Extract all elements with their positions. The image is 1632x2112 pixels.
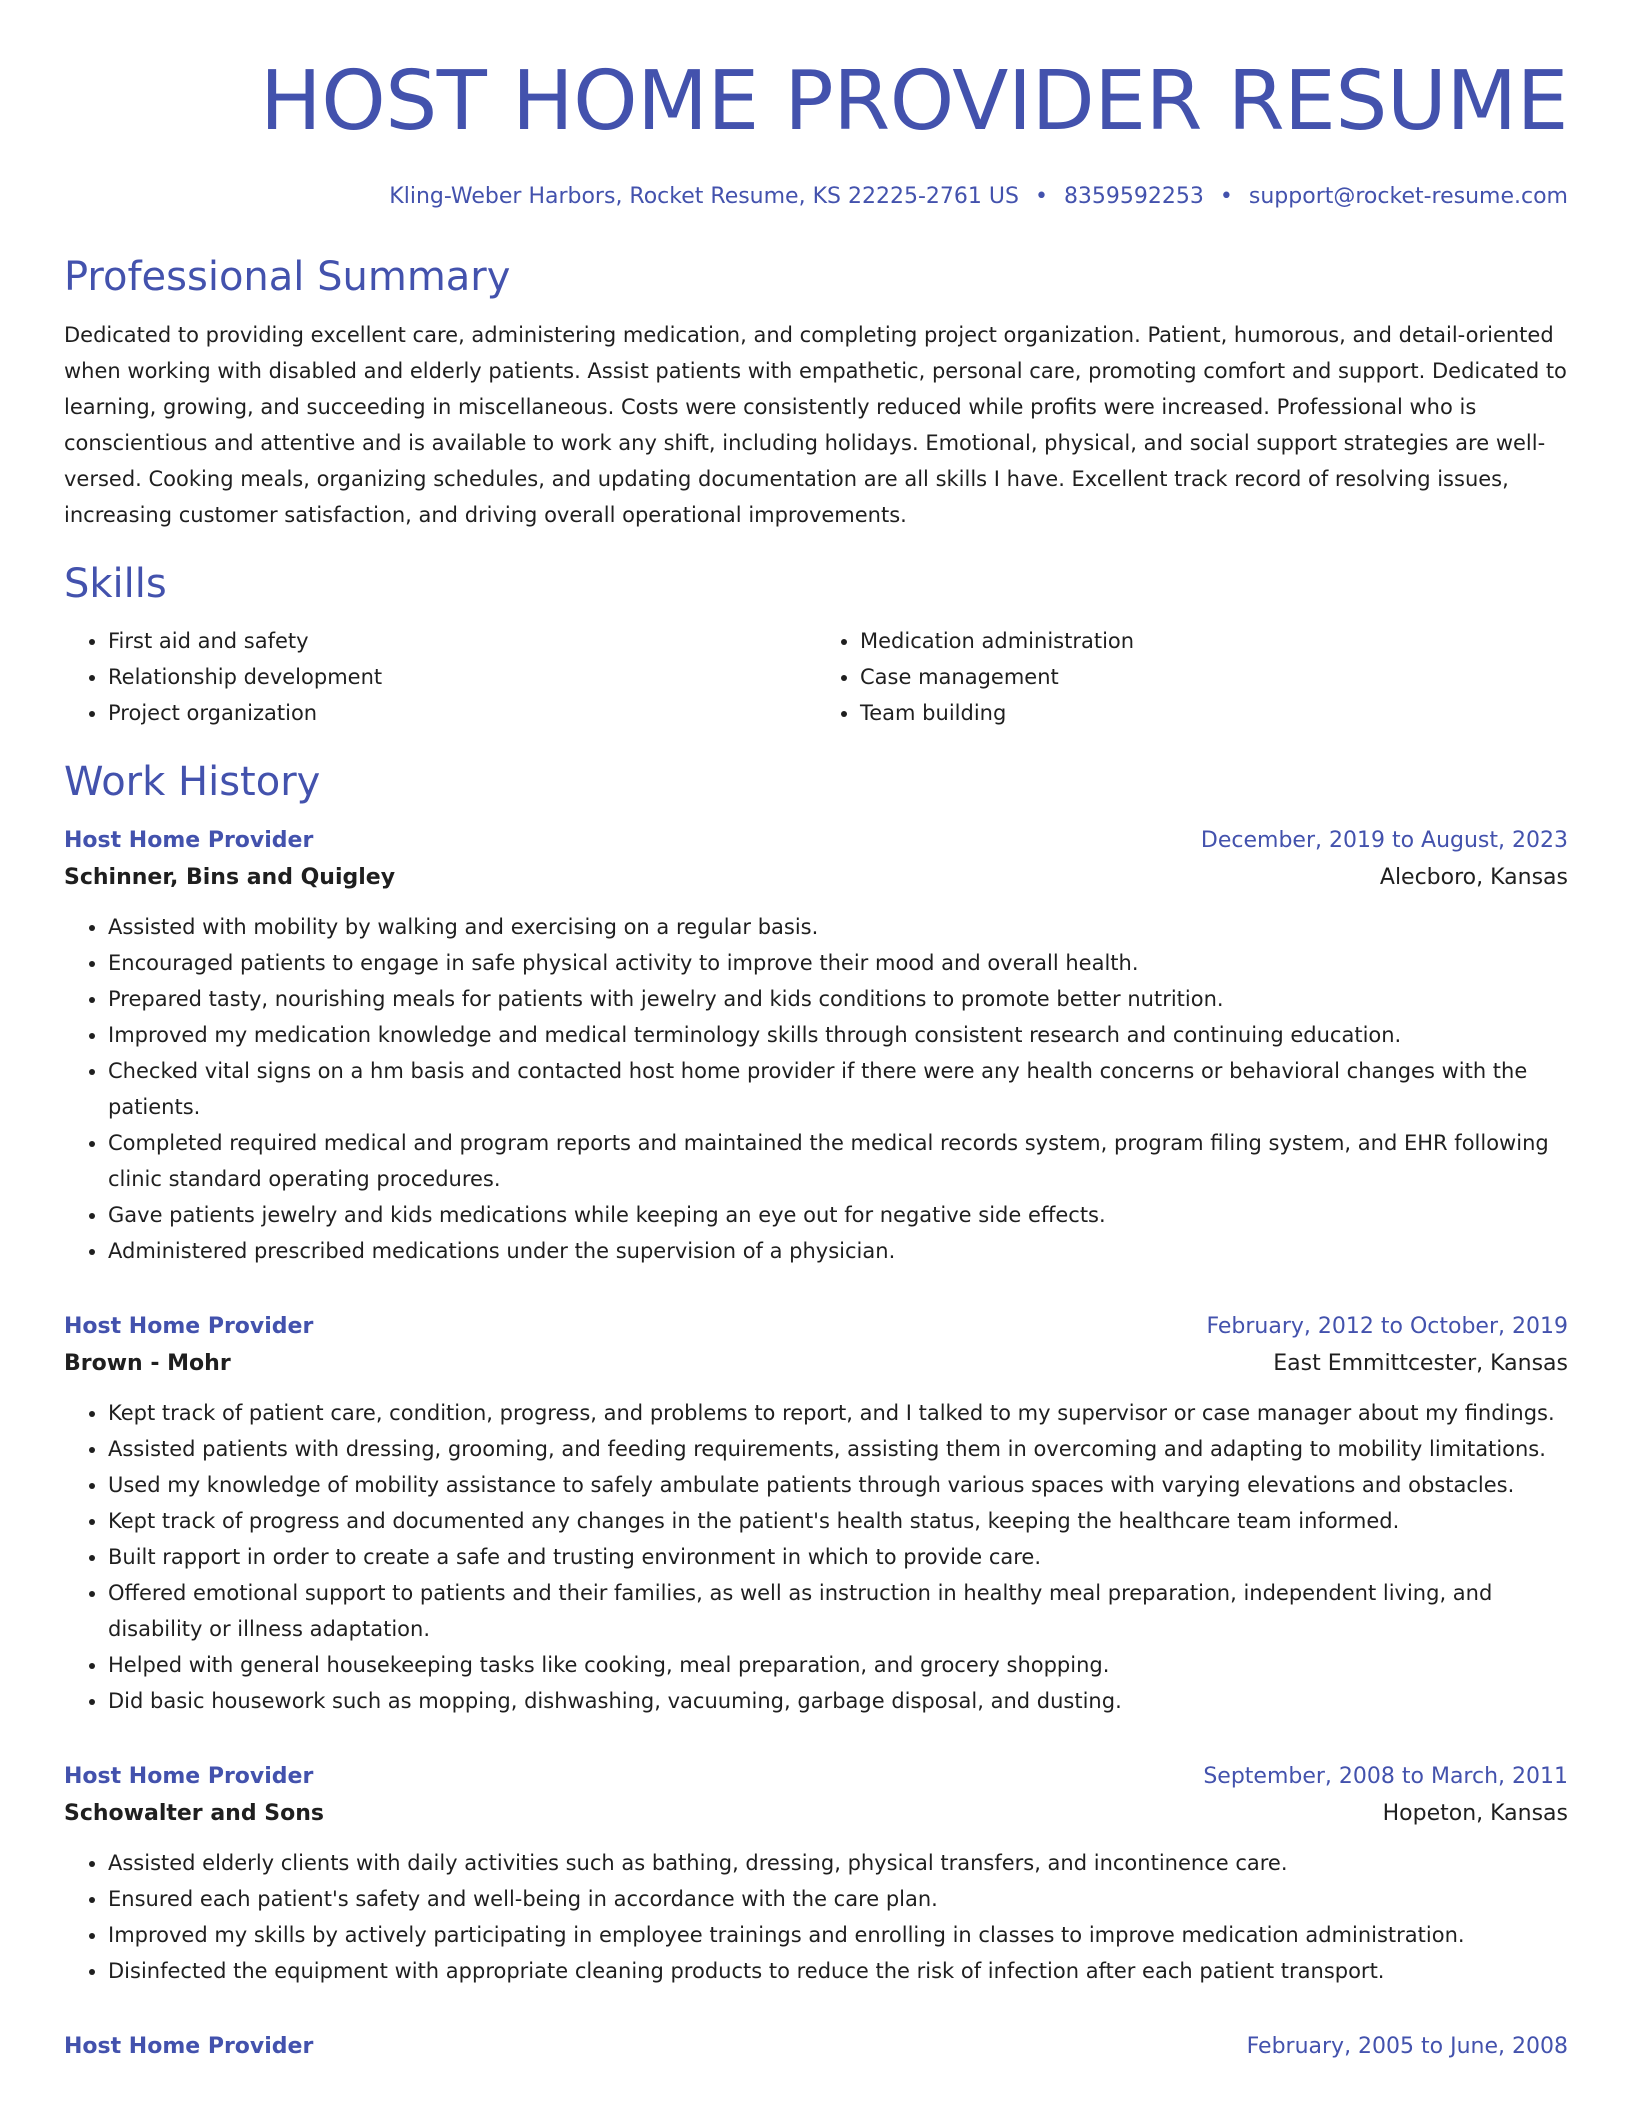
job-bullet: • Completed required medical and program reports and maintained the medical records system, program filing system, and EHR following clinic standard operating procedures. xyxy=(108,1125,1568,1197)
skills-list-right xyxy=(816,623,1568,731)
job-bullet: • Offered emotional support to patients and their families, as well as instruction in healthy meal preparation, independent living, and disability or illness adaptation. xyxy=(108,1575,1568,1647)
job-company-row xyxy=(64,859,1568,897)
job-bullet: • Improved my skills by actively participating in employee trainings and enrolling in classes to improve medication administration. xyxy=(108,1917,1568,1953)
job-title: Host Home Provider xyxy=(64,828,314,853)
job-entry xyxy=(64,1309,1568,1719)
job-company: Schowalter and Sons xyxy=(64,1801,324,1826)
skill-item: • First aid and safety xyxy=(108,623,816,659)
contact-email[interactable]: support@rocket-resume.com xyxy=(1248,184,1568,209)
job-entry xyxy=(64,823,1568,1269)
resume-title: HOST HOME PROVIDER RESUME xyxy=(260,54,1568,149)
contact-line xyxy=(64,182,1568,212)
job-company: Schinner, Bins and Quigley xyxy=(64,865,396,890)
contact-separator: • xyxy=(1034,184,1048,209)
job-bullet: • Did basic housework such as mopping, dishwashing, vacuuming, garbage disposal, and dusting. xyxy=(108,1683,1568,1719)
section-title-work: Work History xyxy=(64,759,321,805)
skill-item: • Case management xyxy=(860,659,1568,695)
job-bullet: • Assisted with mobility by walking and exercising on a regular basis. xyxy=(108,909,1568,945)
skill-item: • Project organization xyxy=(108,695,816,731)
job-entry xyxy=(64,2029,1568,2065)
skill-item: • Relationship development xyxy=(108,659,816,695)
job-company-row xyxy=(64,1795,1568,1833)
job-bullet: • Helped with general housekeeping tasks like cooking, meal preparation, and grocery shopping. xyxy=(108,1647,1568,1683)
job-bullet: • Prepared tasty, nourishing meals for patients with jewelry and kids conditions to promote better nutrition. xyxy=(108,981,1568,1017)
job-bullet: • Assisted elderly clients with daily activities such as bathing, dressing, physical transfers, and incontinence care. xyxy=(108,1845,1568,1881)
job-bullet-list xyxy=(64,1845,1568,1989)
job-header-row xyxy=(64,1759,1568,1795)
job-bullet-list xyxy=(64,1395,1568,1719)
skills-section xyxy=(64,559,1568,731)
job-location: Hopeton, Kansas xyxy=(1382,1801,1568,1826)
job-bullet: • Kept track of progress and documented any changes in the patient's health status, keeping the healthcare team informed. xyxy=(108,1503,1568,1539)
section-title-summary: Professional Summary xyxy=(64,254,511,300)
job-bullet: • Assisted patients with dressing, grooming, and feeding requirements, assisting them in overcoming and adapting to mobility limitations. xyxy=(108,1431,1568,1467)
job-header-row xyxy=(64,2029,1568,2065)
job-entry xyxy=(64,1759,1568,1989)
job-bullet: • Checked vital signs on a hm basis and contacted host home provider if there were any health concerns or behavioral changes with the patients. xyxy=(108,1053,1568,1125)
contact-separator: • xyxy=(1219,184,1233,209)
job-bullet: • Disinfected the equipment with appropriate cleaning products to reduce the risk of infection after each patient transport. xyxy=(108,1953,1568,1989)
job-bullet-list xyxy=(64,909,1568,1269)
contact-address: Kling-Weber Harbors, Rocket Resume, KS 22225-2761 US xyxy=(389,184,1019,209)
job-location: East Emmittcester, Kansas xyxy=(1273,1351,1568,1376)
job-bullet: • Used my knowledge of mobility assistance to safely ambulate patients through various spaces with varying elevations and obstacles. xyxy=(108,1467,1568,1503)
contact-phone: 8359592253 xyxy=(1063,184,1204,209)
job-bullet: • Kept track of patient care, condition, progress, and problems to report, and I talked to my supervisor or case manager about my findings. xyxy=(108,1395,1568,1431)
job-header-row xyxy=(64,823,1568,859)
job-bullet: • Encouraged patients to engage in safe physical activity to improve their mood and overall health. xyxy=(108,945,1568,981)
job-dates: February, 2012 to October, 2019 xyxy=(1206,1314,1568,1339)
job-title: Host Home Provider xyxy=(64,1764,314,1789)
resume-header xyxy=(64,52,1568,212)
professional-summary-section xyxy=(64,252,1568,533)
skill-item: • Medication administration xyxy=(860,623,1568,659)
job-dates: September, 2008 to March, 2011 xyxy=(1203,1764,1568,1789)
skills-grid xyxy=(64,623,1568,731)
job-location: Alecboro, Kansas xyxy=(1379,865,1568,890)
skill-item: • Team building xyxy=(860,695,1568,731)
skills-list-left xyxy=(64,623,816,731)
job-bullet: • Built rapport in order to create a safe and trusting environment in which to provide care. xyxy=(108,1539,1568,1575)
job-dates: December, 2019 to August, 2023 xyxy=(1200,828,1568,853)
job-bullet: • Ensured each patient's safety and well-being in accordance with the care plan. xyxy=(108,1881,1568,1917)
job-bullet: • Administered prescribed medications under the supervision of a physician. xyxy=(108,1233,1568,1269)
job-title: Host Home Provider xyxy=(64,2034,314,2059)
job-bullet: • Gave patients jewelry and kids medications while keeping an eye out for negative side effects. xyxy=(108,1197,1568,1233)
job-bullet: • Improved my medication knowledge and medical terminology skills through consistent research and continuing education. xyxy=(108,1017,1568,1053)
summary-text: Dedicated to providing excellent care, administering medication, and completing project organization. Patient, humorous, and detail-oriented when working with disabled and elderly patients. Assist patients with empathetic, personal care, promoting comfort and support. Dedicated to learning, growing, and succeeding in miscellaneous. Costs were consistently reduced while profits were increased. Professional who is conscientious and attentive and is available to work any shift, including holidays. Emotional, physical, and social support strategies are well-versed. Cooking meals, organizing schedules, and updating documentation are all skills I have. Excellent track record of resolving issues, increasing customer satisfaction, and driving overall operational improvements. xyxy=(64,323,1567,527)
job-title: Host Home Provider xyxy=(64,1314,314,1339)
job-dates: February, 2005 to June, 2008 xyxy=(1246,2034,1568,2059)
section-title-skills: Skills xyxy=(64,561,167,607)
job-header-row xyxy=(64,1309,1568,1345)
job-company: Brown - Mohr xyxy=(64,1351,231,1376)
work-history-section xyxy=(64,757,1568,2065)
job-company-row xyxy=(64,1345,1568,1383)
